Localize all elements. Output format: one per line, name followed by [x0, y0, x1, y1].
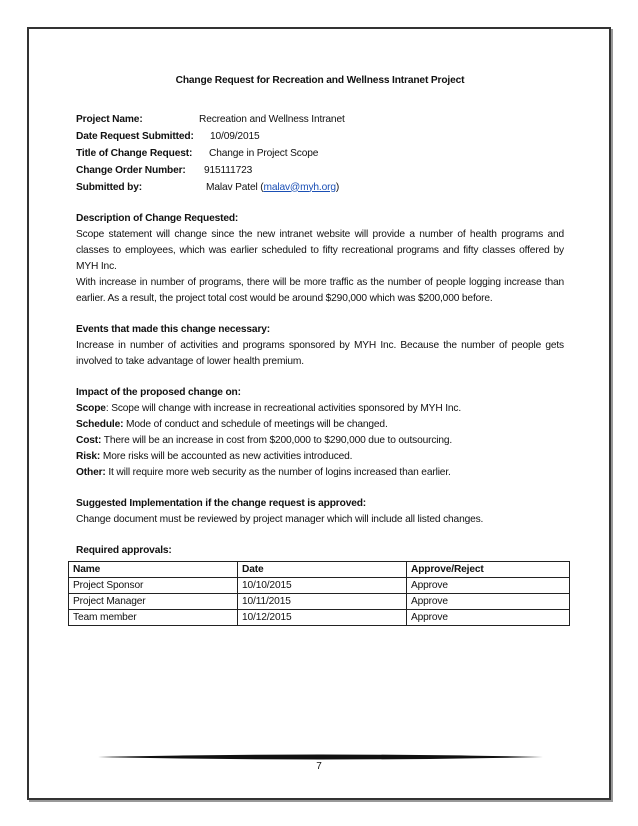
table-cell: 10/10/2015	[238, 578, 407, 594]
field-value: Change in Project Scope	[209, 147, 319, 159]
field-label: Change Order Number:	[76, 164, 186, 176]
impact-other	[76, 465, 564, 481]
table-header-row	[69, 562, 570, 578]
column-header: Date	[238, 562, 407, 578]
field-value: 915111723	[204, 164, 253, 176]
impact-label: Scope	[76, 403, 106, 414]
field-value	[206, 180, 339, 196]
table-row	[69, 610, 570, 626]
table-cell: Project Sponsor	[69, 578, 238, 594]
impact-label: Other:	[76, 467, 106, 478]
table-cell: Team member	[69, 610, 238, 626]
description-section	[76, 211, 564, 307]
submitter-close: )	[335, 181, 340, 193]
impact-label: Schedule:	[76, 419, 124, 430]
column-header: Approve/Reject	[407, 562, 570, 578]
impact-scope	[76, 401, 564, 417]
impact-text: There will be an increase in cost from $200,000 to $290,000 due to outsourcing.	[103, 435, 453, 446]
implementation-section	[76, 496, 564, 528]
impact-text: More risks will be accounted as new activities introduced.	[102, 451, 353, 462]
table-cell: Approve	[407, 594, 570, 610]
implementation-text: Change document must be reviewed by project manager which will include all listed changes.	[76, 514, 484, 525]
field-value: Recreation and Wellness Intranet	[199, 113, 345, 125]
field-submitted-by	[76, 179, 564, 196]
footer-divider	[98, 754, 543, 760]
impact-heading: Impact of the proposed change on:	[76, 387, 241, 398]
table-cell: 10/11/2015	[238, 594, 407, 610]
events-section	[76, 322, 564, 370]
impact-text: It will require more web security as the number of logins increased than earlier.	[108, 467, 451, 478]
field-label: Title of Change Request:	[76, 147, 193, 159]
field-project-name	[76, 111, 564, 128]
description-heading: Description of Change Requested:	[76, 213, 239, 224]
events-heading: Events that made this change necessary:	[76, 324, 271, 335]
document-body	[73, 73, 564, 626]
approvals-table	[68, 561, 570, 626]
description-paragraph-2: With increase in number of programs, there will be more traffic as the number of people logging increase than earlier. As a result, the project total cost would be around $290,000 which was $200,000 before.	[76, 277, 564, 304]
email-link[interactable]: malav@myh.org	[263, 181, 336, 193]
table-cell: Project Manager	[69, 594, 238, 610]
impact-text: Scope will change with increase in recreational activities sponsored by MYH Inc.	[111, 403, 462, 414]
table-row	[69, 594, 570, 610]
impact-label: Risk:	[76, 451, 101, 462]
table-cell: 10/12/2015	[238, 610, 407, 626]
field-label: Date Request Submitted:	[76, 130, 194, 142]
events-text: Increase in number of activities and programs sponsored by MYH Inc. Because the number of people gets involved to take advantage of lower health premium.	[76, 340, 564, 367]
impact-text: Mode of conduct and schedule of meetings will be changed.	[126, 419, 388, 430]
approvals-section	[73, 543, 564, 626]
impact-section	[76, 385, 564, 481]
impact-label: Cost:	[76, 435, 102, 446]
table-cell: Approve	[407, 578, 570, 594]
impact-risk	[76, 449, 564, 465]
submitter-name: Malav Patel (	[206, 181, 264, 193]
field-value: 10/09/2015	[210, 130, 260, 142]
field-change-title	[76, 145, 564, 162]
impact-schedule	[76, 417, 564, 433]
document-title: Change Request for Recreation and Wellness Intranet Project	[175, 75, 465, 86]
approvals-heading: Required approvals:	[76, 545, 172, 556]
description-paragraph-1: Scope statement will change since the new intranet website will provide a number of health programs and classes to employees, which was earlier scheduled to fifty recreational programs and fifty classes offered by MYH Inc.	[76, 229, 564, 272]
field-change-order	[76, 162, 564, 179]
header-fields	[76, 111, 564, 196]
impact-cost	[76, 433, 564, 449]
table-row	[69, 578, 570, 594]
field-date-submitted	[76, 128, 564, 145]
impact-sep: :	[105, 403, 112, 414]
page-number: 7	[316, 761, 322, 772]
implementation-heading: Suggested Implementation if the change request is approved:	[76, 498, 367, 509]
field-label: Submitted by:	[76, 181, 142, 193]
column-header: Name	[69, 562, 238, 578]
field-label: Project Name:	[76, 113, 143, 125]
table-cell: Approve	[407, 610, 570, 626]
